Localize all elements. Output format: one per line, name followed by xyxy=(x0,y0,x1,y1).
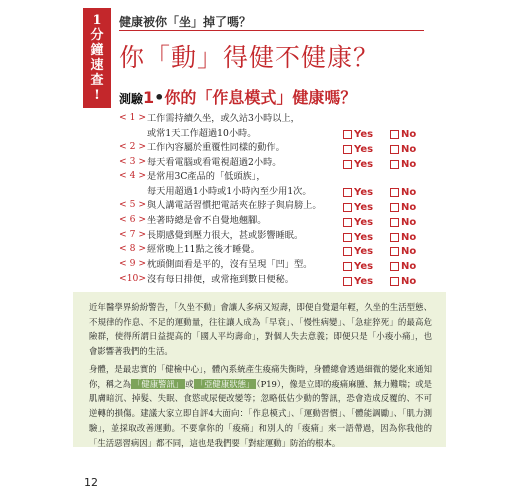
yes-checkbox[interactable] xyxy=(343,130,352,139)
question-row xyxy=(119,199,434,214)
question-number: < 2 > xyxy=(119,141,147,152)
answer-options xyxy=(343,202,416,213)
test-number: 1 xyxy=(143,88,155,107)
chapter-side-tab xyxy=(83,8,111,108)
answer-options xyxy=(343,232,416,243)
yes-checkbox[interactable] xyxy=(343,145,352,154)
yes-label: Yes xyxy=(354,275,374,287)
answer-options xyxy=(343,187,416,198)
test-heading xyxy=(119,85,356,108)
yes-label: Yes xyxy=(354,202,374,214)
highlight-tag: 「健康警訊」 xyxy=(132,378,184,389)
question-number: < 3 > xyxy=(119,155,147,167)
yes-checkbox[interactable] xyxy=(343,160,352,169)
no-label: No xyxy=(401,129,417,140)
answer-options xyxy=(343,246,416,257)
answer-options xyxy=(343,276,416,287)
test-title: 你的「作息模式」健康嗎？ xyxy=(164,88,357,107)
body-text: 身體，是最忠實的「健檢中心」，體內系統產生痠痛失衡時，身體總會透過細微的變化來通知你，稱之為 xyxy=(89,364,432,389)
question-line: 與人講電話習慣把電話夾在脖子與肩膀上。 xyxy=(147,200,322,212)
question-line: 工作內容屬於重覆性同樣的動作。 xyxy=(147,142,285,153)
no-checkbox[interactable] xyxy=(390,203,399,212)
yes-label: Yes xyxy=(354,144,374,155)
question-row xyxy=(119,229,434,244)
no-label: No xyxy=(401,261,417,273)
question-number: < 1 > xyxy=(119,112,147,123)
question-line: 沒有每日排便，或常拖到數日便秘。 xyxy=(147,273,294,285)
section-heading: 健康被你「坐」掉了嗎？ xyxy=(119,15,252,29)
highlight-tag: 「亞健康狀態」 xyxy=(195,378,255,389)
header-divider xyxy=(119,30,424,31)
question-row xyxy=(119,273,434,288)
question-row xyxy=(119,214,434,229)
question-number: < 6 > xyxy=(119,214,147,226)
no-checkbox[interactable] xyxy=(390,247,399,256)
question-line: 或常1天工作超過10小時。 xyxy=(147,127,257,139)
test-label: 測驗 xyxy=(119,92,144,106)
page-title: 你「動」得健不健康？ xyxy=(119,43,380,72)
question-number: <10> xyxy=(119,272,147,284)
yes-checkbox[interactable] xyxy=(343,233,352,242)
no-checkbox[interactable] xyxy=(390,233,399,242)
question-number: < 7 > xyxy=(119,228,147,240)
yes-label: Yes xyxy=(354,217,374,229)
yes-checkbox[interactable] xyxy=(343,203,352,212)
question-row xyxy=(119,243,434,258)
question-number: < 5 > xyxy=(119,199,147,211)
answer-options xyxy=(343,144,416,155)
question-line: 每天用超過1小時或1小時內至少用1次。 xyxy=(147,186,312,198)
question-row xyxy=(119,170,434,199)
question-number: < 8 > xyxy=(119,243,147,255)
no-label: No xyxy=(401,187,417,199)
yes-checkbox[interactable] xyxy=(343,247,352,256)
question-row xyxy=(119,141,434,156)
no-label: No xyxy=(401,158,417,170)
no-checkbox[interactable] xyxy=(390,145,399,154)
no-label: No xyxy=(401,275,417,287)
yes-checkbox[interactable] xyxy=(343,262,352,271)
side-tab-char: 1 xyxy=(92,13,102,28)
question-row xyxy=(119,112,434,141)
question-line: 枕頭側面看是平的，沒有呈現「凹」型。 xyxy=(147,259,313,271)
answer-options xyxy=(343,159,416,170)
question-number: < 9 > xyxy=(119,258,147,270)
answer-options xyxy=(343,217,416,228)
yes-checkbox[interactable] xyxy=(343,277,352,286)
question-line: 長期感覺到壓力很大，甚或影響睡眠。 xyxy=(147,229,304,241)
body-text: （P19），像是立即的痠痛麻腫、無力難喘；或是肌膚暗沉、掉髮、失眠、食慾或尿便改變等；忽略低估少動的警訊，恐會造成反覆的、不可逆轉的損傷。建議大家立即自評4大面向：「作息模式」、「運動習慣」、「體能調勵」、「肌力測驗」，並採取改善運動。不要拿你的「痠痛」和別人的「痠痛」來一語帶過，因為你我他的「生活惡習病因」都不同，這也是我們要「對症運動」防治的根本。 xyxy=(89,378,433,448)
no-checkbox[interactable] xyxy=(390,262,399,271)
no-label: No xyxy=(401,202,417,214)
yes-label: Yes xyxy=(354,158,374,170)
question-line: 每天看電腦或看電視超過2小時。 xyxy=(147,156,282,168)
yes-label: Yes xyxy=(354,187,374,199)
yes-checkbox[interactable] xyxy=(343,188,352,197)
question-row xyxy=(119,156,434,171)
answer-options xyxy=(343,129,416,140)
question-row xyxy=(119,258,434,273)
side-tab-char: 鐘 xyxy=(90,43,104,58)
side-tab-char: 查 xyxy=(90,73,104,88)
no-checkbox[interactable] xyxy=(390,160,399,169)
no-checkbox[interactable] xyxy=(390,218,399,227)
question-line: 經常晚上11點之後才睡覺。 xyxy=(147,244,260,256)
question-line: 是常用3C產品的「低頭族」， xyxy=(147,171,266,183)
side-tab-char: 速 xyxy=(90,58,104,73)
no-label: No xyxy=(401,217,417,229)
yes-label: Yes xyxy=(354,261,374,273)
side-tab-char: 分 xyxy=(90,28,104,43)
no-label: No xyxy=(401,144,417,155)
page-number: 12 xyxy=(84,476,98,489)
side-tab-char: ! xyxy=(94,88,100,103)
no-checkbox[interactable] xyxy=(390,188,399,197)
answer-options xyxy=(343,261,416,272)
questionnaire xyxy=(119,112,434,288)
body-paragraph xyxy=(89,362,432,450)
question-line: 坐著時總是會不自覺地翹腳。 xyxy=(147,215,267,227)
yes-checkbox[interactable] xyxy=(343,218,352,227)
no-checkbox[interactable] xyxy=(390,130,399,139)
question-line: 工作需持續久坐，或久站3小時以上， xyxy=(147,113,300,124)
no-label: No xyxy=(401,246,417,258)
body-text: 或 xyxy=(185,378,194,389)
test-dot: • xyxy=(154,88,165,107)
yes-label: Yes xyxy=(354,246,374,258)
question-number: < 4 > xyxy=(119,170,147,182)
no-checkbox[interactable] xyxy=(390,277,399,286)
yes-label: Yes xyxy=(354,231,374,243)
body-paragraph: 近年醫學界紛紛警告，「久坐不動」會讓人多病又短壽，即便自覺還年輕，久坐的生活型態、不規律的作息、不足的運動量，往往讓人成為「早衰」、「慢性病變」、「急症猝死」的最高危險群，使得所謂日益提高的「國人平均壽命」，對個人失去意義；即便只是「小痠小痛」，也會影響著我們的生活。 xyxy=(89,302,432,357)
no-label: No xyxy=(401,231,417,243)
yes-label: Yes xyxy=(354,129,374,140)
